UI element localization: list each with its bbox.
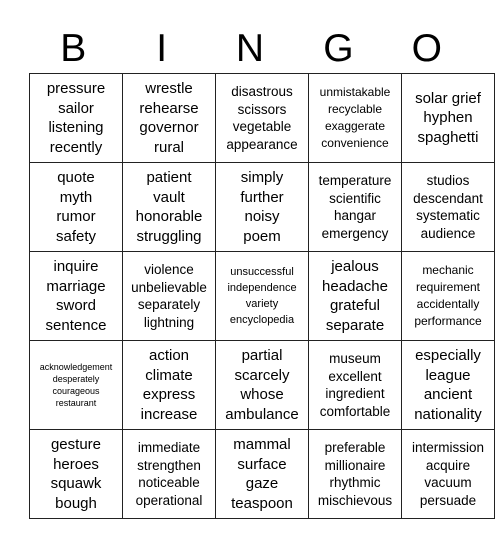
bingo-cell[interactable]	[30, 341, 123, 430]
header-letter-b: B	[60, 27, 87, 70]
grid-row	[30, 163, 495, 252]
header-letter-i: I	[156, 27, 168, 70]
grid-row	[30, 430, 495, 519]
bingo-cell[interactable]	[309, 74, 402, 163]
grid-row	[30, 341, 495, 430]
bingo-cell[interactable]	[216, 74, 309, 163]
cell-words: immediate strengthen noticeable operational	[135, 440, 203, 508]
cell-words: violence unbelievable separately lightning	[131, 262, 207, 330]
cell-words: action climate express increase	[140, 347, 198, 423]
bingo-cell[interactable]	[123, 74, 216, 163]
bingo-cell[interactable]	[216, 163, 309, 252]
cell-words: museum excellent ingredient comfortable	[319, 351, 391, 419]
cell-words: acknowledgement desperately courageous restaurant	[39, 362, 113, 408]
cell-words: mammal surface gaze teaspoon	[231, 436, 293, 512]
bingo-cell[interactable]	[402, 430, 495, 519]
bingo-cell[interactable]	[30, 430, 123, 519]
bingo-cell[interactable]	[402, 74, 495, 163]
bingo-cell[interactable]	[30, 74, 123, 163]
cell-words: partial scarcely whose ambulance	[225, 347, 299, 423]
grid-row	[30, 252, 495, 341]
header-letter-g: G	[323, 27, 354, 70]
cell-words: mechanic requirement accidentally performance	[414, 263, 482, 328]
cell-words: wrestle rehearse governor rural	[139, 80, 199, 156]
cell-words: simply further noisy poem	[240, 169, 284, 245]
cell-words: unsuccessful independence variety encyclopedia	[227, 266, 297, 326]
cell-words: preferable millionaire rhythmic mischievous	[317, 440, 393, 508]
cell-words: unmistakable recyclable exaggerate convenience	[319, 85, 391, 150]
bingo-cell[interactable]	[30, 163, 123, 252]
cell-words: disastrous scissors vegetable appearance	[226, 84, 298, 152]
bingo-cell[interactable]	[402, 341, 495, 430]
bingo-cell[interactable]	[309, 252, 402, 341]
bingo-cell[interactable]	[309, 430, 402, 519]
bingo-cell[interactable]	[402, 252, 495, 341]
cell-words: quote myth rumor safety	[55, 169, 97, 245]
bingo-cell[interactable]	[123, 252, 216, 341]
bingo-cell[interactable]	[123, 163, 216, 252]
bingo-cell[interactable]	[309, 341, 402, 430]
header-letter-o: O	[411, 27, 442, 70]
cell-words: studios descendant systematic audience	[413, 173, 483, 241]
bingo-header	[29, 24, 471, 74]
bingo-grid	[29, 73, 495, 519]
bingo-cell[interactable]	[123, 341, 216, 430]
bingo-cell[interactable]	[309, 163, 402, 252]
bingo-cell[interactable]	[216, 430, 309, 519]
cell-words: pressure sailor listening recently	[46, 80, 106, 156]
cell-words: inquire marriage sword sentence	[45, 258, 107, 334]
bingo-cell[interactable]	[216, 252, 309, 341]
bingo-cell[interactable]	[216, 341, 309, 430]
cell-words: especially league ancient nationality	[414, 347, 482, 423]
cell-words: temperature scientific hangar emergency	[318, 173, 392, 241]
cell-words: jealous headache grateful separate	[322, 258, 388, 334]
bingo-cell[interactable]	[123, 430, 216, 519]
bingo-cell[interactable]	[30, 252, 123, 341]
grid-row	[30, 74, 495, 163]
bingo-cell[interactable]	[402, 163, 495, 252]
cell-words: gesture heroes squawk bough	[50, 436, 102, 512]
header-letter-n: N	[235, 27, 265, 70]
cell-words: intermission acquire vacuum persuade	[411, 440, 485, 508]
cell-words: solar grief hyphen spaghetti	[415, 89, 481, 146]
cell-words: patient vault honorable struggling	[135, 169, 203, 245]
